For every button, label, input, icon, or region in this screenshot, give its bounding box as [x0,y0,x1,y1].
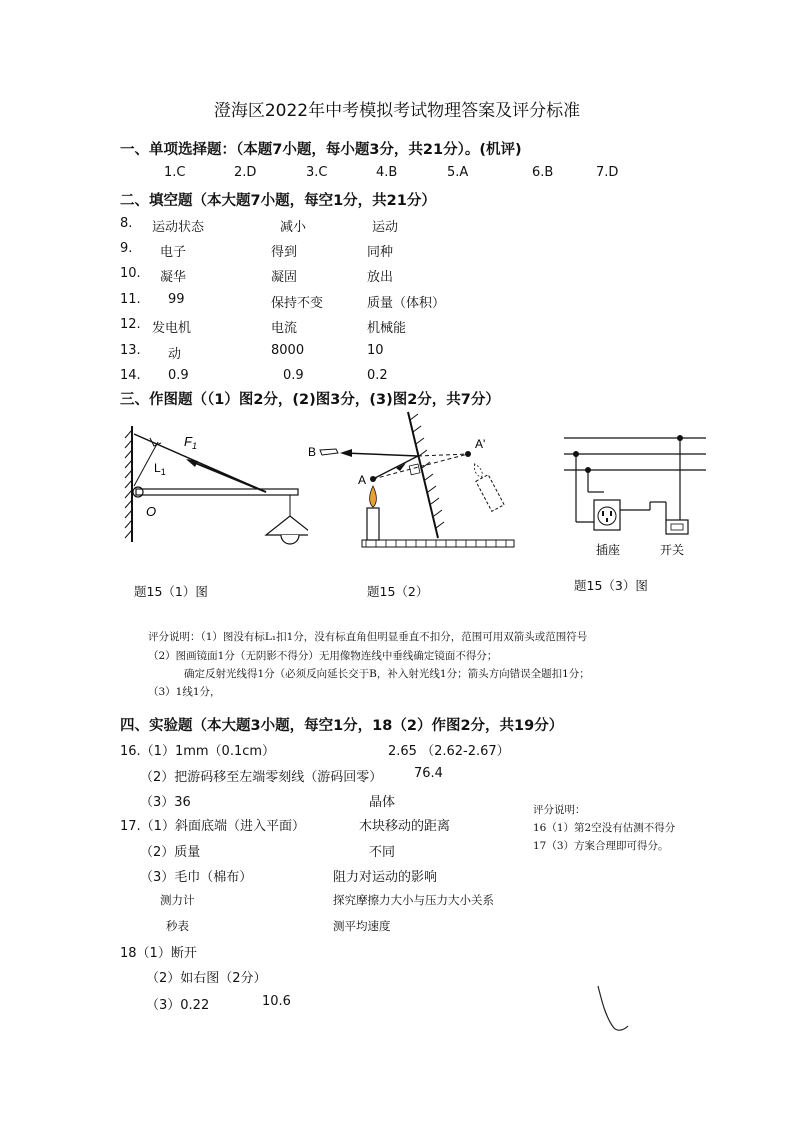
fill-answer: 运动状态 [152,220,205,235]
fill-answer: 10 [367,343,384,358]
fill-answer: 99 [168,292,185,307]
figure-caption: 题15（2） [367,584,429,599]
fill-number: 14. [120,368,141,383]
q17-answer: （3）毛巾（棉布） [140,870,253,885]
q17-answer: 木块移动的距离 [359,819,451,834]
q17-answer: 17.（1）斜面底端（进入平面） [120,819,305,834]
fill-number: 13. [120,343,141,358]
fill-answer: 同种 [367,245,394,260]
fill-answer: 得到 [271,245,298,260]
q16-answer: 16.（1）1mm（0.1cm） [120,744,276,759]
choice-answer: 6.B [532,165,554,180]
fill-answer: 减小 [280,220,307,235]
q17-answer: 测平均速度 [333,919,391,933]
figure-15-1 [118,420,308,560]
fill-number: 11. [120,292,141,307]
fill-number: 10. [120,266,141,281]
fill-number: 12. [120,317,141,332]
fill-number: 8. [120,216,133,231]
grading-note: （3）1线1分， [148,686,221,698]
pivot-label: O [146,504,157,519]
figure-caption: 题15（3）图 [574,578,648,593]
section1-heading: 一、单项选择题：（本题7小题，每小题3分，共21分）。(机评) [120,142,522,158]
socket-label: 插座 [596,543,621,557]
fill-answer: 0.9 [283,368,304,383]
point-b-label: B [308,445,317,459]
choice-answer: 7.D [596,165,619,180]
fill-answer: 0.9 [168,368,189,383]
grading-note: 确定反射光线得1分（必须反向延长交于B，补入射光线1分；箭头方向错误全题扣1分； [184,668,590,680]
pen-stroke [590,980,640,1040]
arm-label: $L_1$ [154,461,166,477]
choice-answer: 5.A [447,165,469,180]
q16-answer: 晶体 [369,795,396,810]
section2-heading: 二、填空题（本大题7小题，每空1分，共21分） [120,193,436,209]
section4-heading: 四、实验题（本大题3小题，每空1分，18（2）作图2分，共19分） [120,718,564,734]
choice-answer: 1.C [164,165,186,180]
q18-answer: 18（1）断开 [120,946,197,961]
q17-answer: 阻力对运动的影响 [333,870,438,885]
fill-answer: 放出 [367,270,394,285]
grading-note: （2）图画镜面1分（无阴影不得分）无用像物连线中垂线确定镜面不得分； [148,650,498,662]
figure-15-2 [300,408,530,558]
fill-answer: 凝华 [160,270,187,285]
q17-answer: 不同 [369,845,396,860]
point-a-label: A [358,473,367,487]
fill-number: 9. [120,241,133,256]
fill-answer: 保持不变 [271,296,324,311]
q16-answer: （3）36 [140,795,191,810]
side-note: 评分说明： [533,804,586,816]
fill-answer: 动 [168,347,182,362]
q18-answer: 10.6 [262,994,291,1009]
page-title: 澄海区2022年中考模拟考试物理答案及评分标准 [213,101,581,121]
fill-answer: 凝固 [271,270,298,285]
q17-answer: （2）质量 [140,845,201,860]
fill-answer: 质量（体积） [367,296,446,311]
figure-15-3 [558,428,718,568]
choice-answer: 3.C [306,165,328,180]
fill-answer: 8000 [271,343,305,358]
q16-answer: （2）把游码移至左端零刻线（游码回零） [140,770,383,785]
figure-caption: 题15（1）图 [134,584,208,599]
section3-heading: 三、作图题（（1）图2分，(2)图3分，(3)图2分，共7分） [120,392,500,408]
q16-answer: 76.4 [414,766,443,781]
q17-answer: 探究摩擦力大小与压力大小关系 [333,893,494,907]
fill-answer: 发电机 [152,321,192,336]
choice-answer: 2.D [234,165,257,180]
fill-answer: 电流 [271,321,298,336]
q17-answer: 秒表 [166,919,189,933]
q18-answer: （3）0.22 [146,998,210,1013]
q17-answer: 测力计 [160,893,195,907]
fill-answer: 0.2 [367,368,388,383]
force-label: $F_1$ [184,434,197,451]
choice-answer: 4.B [376,165,398,180]
fill-answer: 机械能 [367,321,407,336]
side-note: 16（1）第2空没有估测不得分 [533,822,676,834]
side-note: 17（3）方案合理即可得分。 [533,840,669,852]
grading-note: 评分说明：（1）图没有标L₁扣1分，没有标直角但明显垂直不扣分，范围可用双箭头或范围符号 [148,631,588,643]
fill-answer: 运动 [372,220,399,235]
q16-answer: 2.65 （2.62-2.67） [388,744,510,759]
switch-label: 开关 [660,543,685,557]
q18-answer: （2）如右图（2分） [146,971,267,986]
point-a-prime-label: A' [475,437,486,451]
fill-answer: 电子 [160,245,187,260]
